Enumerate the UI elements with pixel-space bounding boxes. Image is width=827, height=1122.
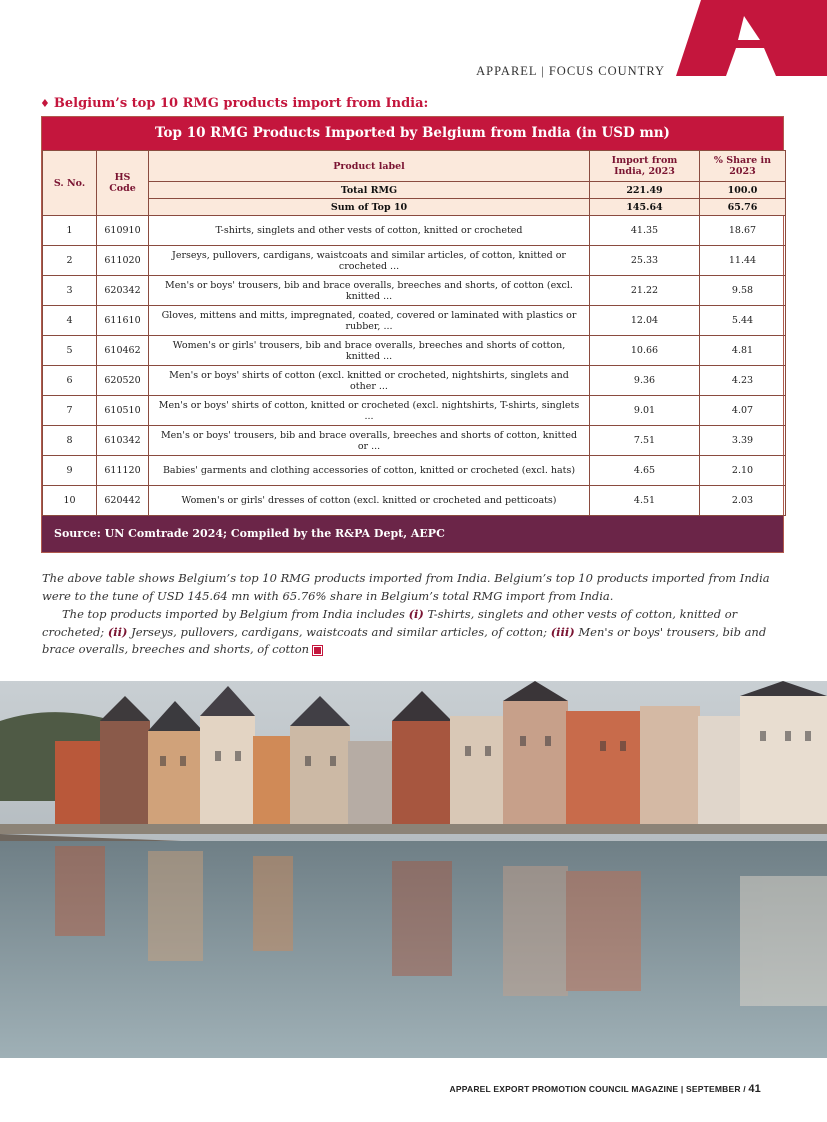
table-row (43, 396, 786, 426)
section-label: APPAREL | FOCUS COUNTRY (476, 64, 665, 78)
row-share: 2.03 (700, 486, 786, 516)
table-row (43, 246, 786, 276)
table-row (43, 426, 786, 456)
row-share: 2.10 (700, 456, 786, 486)
row-import: 41.35 (590, 216, 700, 246)
p2-intro: The top products imported by Belgium from India includes (62, 607, 405, 621)
row-hs: 611020 (97, 246, 149, 276)
sum-top-import: 145.64 (590, 199, 700, 216)
row-sno: 7 (43, 396, 97, 426)
col-header-import: Import from India, 2023 (590, 151, 700, 182)
row-hs: 610342 (97, 426, 149, 456)
end-mark-icon (313, 646, 322, 655)
row-label: Women's or girls' dresses of cotton (excl. knitted or crocheted and petticoats) (149, 486, 590, 516)
table-row (43, 306, 786, 336)
p2-i-marker: (i) (408, 607, 424, 621)
row-sno: 6 (43, 366, 97, 396)
row-sno: 8 (43, 426, 97, 456)
row-sno: 2 (43, 246, 97, 276)
row-label: Jerseys, pullovers, cardigans, waistcoats and similar articles, of cotton, knitted or crocheted ... (149, 246, 590, 276)
col-header-sno: S. No. (43, 151, 97, 216)
row-hs: 620442 (97, 486, 149, 516)
row-import: 21.22 (590, 276, 700, 306)
summary-paragraph: The above table shows Belgium’s top 10 RMG products imported from India. Belgium’s top 10 products imported from India were to the tune of USD 145.64 mn with 65.76% share in Belgium’s total RMG import from India. (42, 571, 770, 603)
row-import: 10.66 (590, 336, 700, 366)
row-import: 9.36 (590, 366, 700, 396)
row-share: 18.67 (700, 216, 786, 246)
table-row (43, 456, 786, 486)
row-share: 3.39 (700, 426, 786, 456)
page-number: 41 (748, 1083, 761, 1095)
p2-i-text: T-shirts, singlets and other vests of cotton, knitted or crocheted; (42, 607, 738, 639)
page-footer (450, 1083, 761, 1095)
row-label: Babies' garments and clothing accessories of cotton, knitted or crocheted (excl. hats) (149, 456, 590, 486)
row-import: 25.33 (590, 246, 700, 276)
table-row (43, 486, 786, 516)
p2-iii-text: Men's or boys' trousers, bib and brace overalls, breeches and shorts, of cotton (42, 624, 767, 656)
row-share: 4.07 (700, 396, 786, 426)
row-share: 11.44 (700, 246, 786, 276)
row-sno: 10 (43, 486, 97, 516)
row-label: Men's or boys' trousers, bib and brace overalls, breeches and shorts, of cotton (excl. knitted ... (149, 276, 590, 306)
row-label: Men's or boys' shirts of cotton, knitted or crocheted (excl. nightshirts, T-shirts, singlets ... (149, 396, 590, 426)
sum-top-label: Sum of Top 10 (149, 199, 590, 216)
row-hs: 620520 (97, 366, 149, 396)
row-hs: 610462 (97, 336, 149, 366)
row-hs: 610910 (97, 216, 149, 246)
row-import: 4.65 (590, 456, 700, 486)
row-share: 4.23 (700, 366, 786, 396)
row-sno: 1 (43, 216, 97, 246)
row-sno: 9 (43, 456, 97, 486)
riverside-town-photo (0, 681, 827, 1058)
data-table (42, 150, 786, 516)
section-heading (40, 96, 428, 111)
heading-text: Belgium’s top 10 RMG products import from India: (53, 96, 429, 111)
table-row (43, 276, 786, 306)
magazine-logo (676, 0, 827, 76)
table-source: Source: UN Comtrade 2024; Compiled by the R&PA Dept, AEPC (42, 516, 783, 552)
row-import: 12.04 (590, 306, 700, 336)
table-title: Top 10 RMG Products Imported by Belgium from India (in USD mn) (42, 117, 783, 150)
row-import: 7.51 (590, 426, 700, 456)
row-share: 5.44 (700, 306, 786, 336)
table-row (43, 366, 786, 396)
row-hs: 611120 (97, 456, 149, 486)
footer-text: APPAREL EXPORT PROMOTION COUNCIL MAGAZINE | SEPTEMBER / (449, 1084, 746, 1094)
row-hs: 611610 (97, 306, 149, 336)
top-products-paragraph (42, 606, 784, 659)
row-hs: 620342 (97, 276, 149, 306)
row-share: 9.58 (700, 276, 786, 306)
row-sno: 3 (43, 276, 97, 306)
diamond-bullet-icon: ♦ (40, 97, 50, 110)
row-hs: 610510 (97, 396, 149, 426)
row-label: Women's or girls' trousers, bib and brace overalls, breeches and shorts of cotton, knitted ... (149, 336, 590, 366)
row-label: Gloves, mittens and mitts, impregnated, coated, covered or laminated with plastics or rubber, ... (149, 306, 590, 336)
p2-ii-marker: (ii) (107, 624, 128, 639)
col-header-hs: HS Code (97, 151, 149, 216)
rmg-table (41, 116, 784, 553)
p2-ii-text: Jerseys, pullovers, cardigans, waistcoats and similar articles, of cotton; (131, 624, 548, 639)
total-import: 221.49 (590, 182, 700, 199)
row-import: 9.01 (590, 396, 700, 426)
row-sno: 5 (43, 336, 97, 366)
sum-top-share: 65.76 (700, 199, 786, 216)
row-share: 4.81 (700, 336, 786, 366)
total-share: 100.0 (700, 182, 786, 199)
col-header-share: % Share in 2023 (700, 151, 786, 182)
row-label: T-shirts, singlets and other vests of cotton, knitted or crocheted (149, 216, 590, 246)
row-label: Men's or boys' shirts of cotton (excl. knitted or crocheted, nightshirts, singlets and other ... (149, 366, 590, 396)
table-row (43, 216, 786, 246)
col-header-label: Product label (149, 151, 590, 182)
row-import: 4.51 (590, 486, 700, 516)
table-row (43, 336, 786, 366)
row-sno: 4 (43, 306, 97, 336)
total-label: Total RMG (149, 182, 590, 199)
p2-iii-marker: (iii) (550, 624, 575, 639)
row-label: Men's or boys' trousers, bib and brace overalls, breeches and shorts of cotton, knitted or ... (149, 426, 590, 456)
